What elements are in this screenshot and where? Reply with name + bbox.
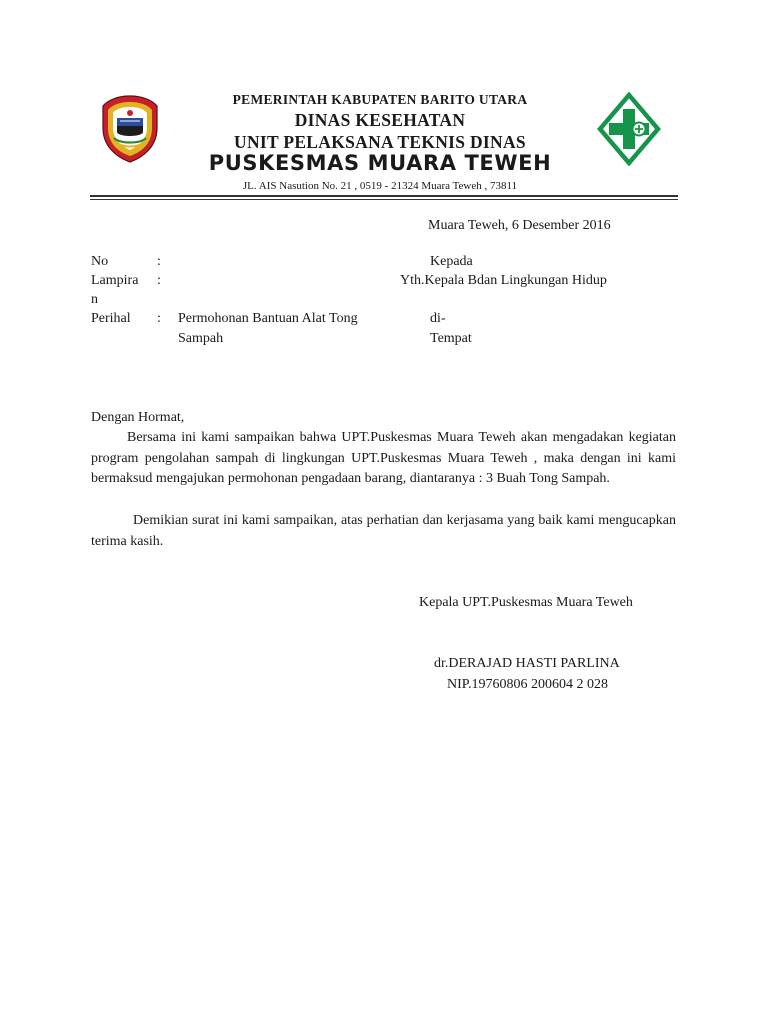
regency-crest-logo — [100, 94, 160, 164]
subject-line-1: Permohonan Bantuan Alat Tong — [178, 311, 358, 326]
letterhead-puskesmas-name: PUSKESMAS MUARA TEWEH — [208, 151, 552, 175]
letter-date: Muara Teweh, 6 Desember 2016 — [428, 218, 611, 233]
number-label: No — [91, 254, 109, 269]
recipient-place: Tempat — [430, 331, 472, 346]
body-paragraph-1: Bersama ini kami sampaikan bahwa UPT.Puskesmas Muara Teweh akan mengadakan kegiatan program pengolahan sampah di lingkungan UPT.Puskesmas Muara Teweh , maka dengan ini kami bermaksud mengajukan permohonan pengadaan barang, diantaranya : 3 Buah Tong Sampah. — [91, 430, 676, 487]
puskesmas-cross-logo — [597, 92, 661, 166]
letterhead-agency: DINAS KESEHATAN — [294, 110, 466, 130]
letterhead-address: JL. AIS Nasution No. 21 , 0519 - 21324 Muara Teweh , 73811 — [242, 180, 518, 192]
subject-colon: : — [157, 311, 161, 326]
recipient-kepada: Kepada — [430, 254, 473, 269]
recipient-name: Yth.Kepala Bdan Lingkungan Hidup — [400, 273, 607, 288]
number-colon: : — [157, 254, 161, 269]
recipient-di: di- — [430, 311, 446, 326]
subject-label: Perihal — [91, 311, 131, 326]
attachment-label-wrap: n — [91, 292, 98, 307]
subject-line-2: Sampah — [178, 331, 224, 346]
signatory-name: dr.DERAJAD HASTI PARLINA — [434, 656, 620, 671]
body-paragraph-2: Demikian surat ini kami sampaikan, atas perhatian dan kerjasama yang baik kami mengucapkan terima kasih. — [91, 513, 676, 549]
letterhead-government: PEMERINTAH KABUPATEN BARITO UTARA — [232, 92, 528, 107]
attachment-colon: : — [157, 273, 161, 288]
signatory-position: Kepala UPT.Puskesmas Muara Teweh — [419, 595, 633, 610]
greeting: Dengan Hormat, — [91, 410, 185, 425]
letterhead-divider-thin — [90, 199, 678, 200]
signatory-nip: NIP.19760806 200604 2 028 — [447, 677, 609, 692]
letterhead-unit: UNIT PELAKSANA TEKNIS DINAS — [234, 132, 526, 152]
attachment-label: Lampira — [91, 273, 139, 288]
letterhead-divider-thick — [90, 195, 678, 197]
